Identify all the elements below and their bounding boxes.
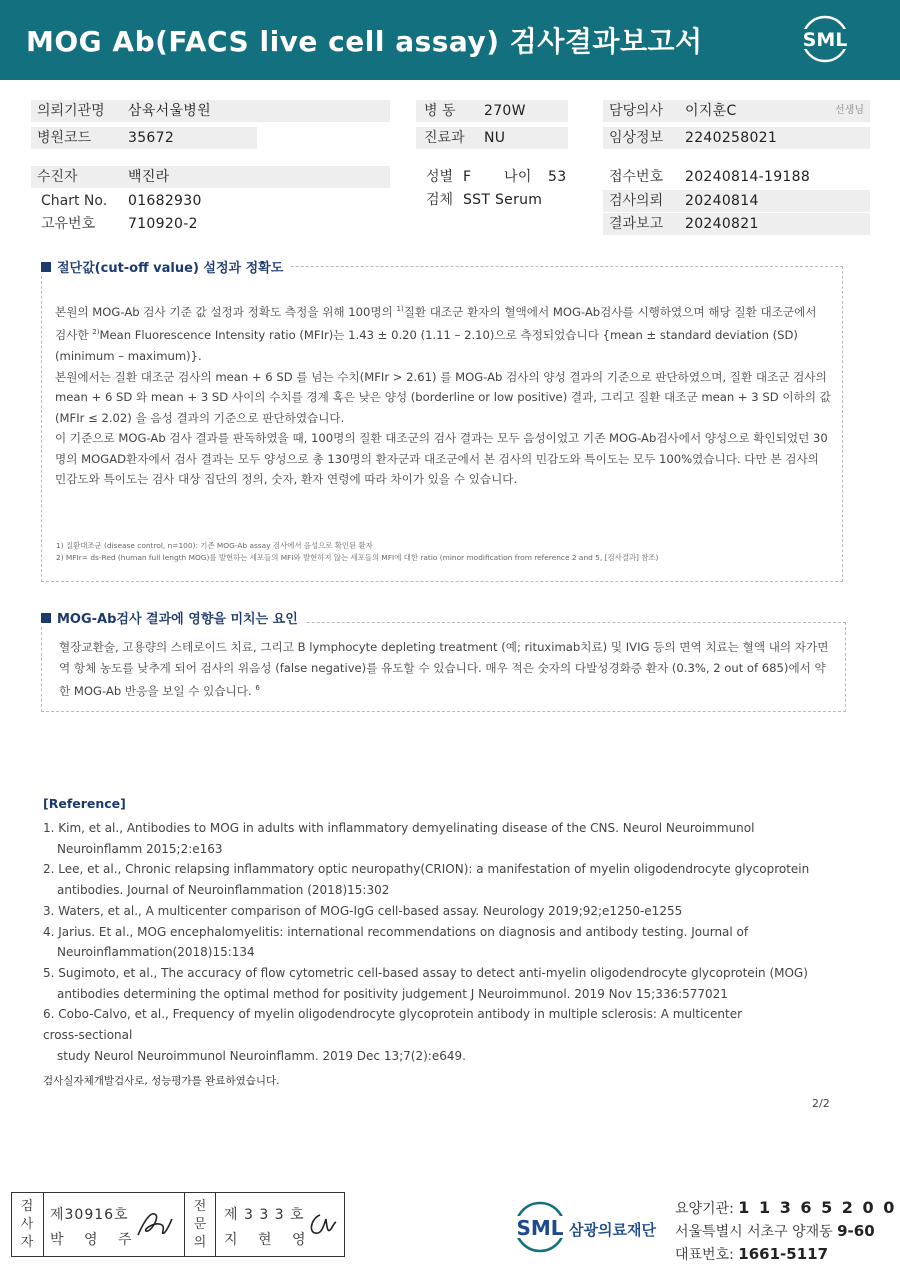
institution-field [31, 100, 390, 122]
age-value: 53 [548, 169, 567, 185]
cutoff-paragraph-3: 이 기준으로 MOG-Ab 검사 결과를 판독하였을 때, 100명의 질환 대조군의 검사 결과는 모두 음성이었고 기존 MOG-Ab검사에서 양성으로 확인되었던 30명의 MOGAD환자에서 검사 결과는 모두 양성으로 총 130명의 환자군과 대조군에서 본 검사의 민감도와 특이도는 모두 100%였습니다. 다만 본 검사의 민감도와 특이도는 검사 대상 집단의 정의, 숫자, 환자 연령에 따라 차이가 있을 수 있습니다. [55, 431, 828, 487]
square-bullet-icon [41, 613, 51, 623]
reference-item: 3. Waters, et al., A multicenter comparison of MOG-IgG cell-based assay. Neurology 2019;92;e1250-e1255 [43, 903, 683, 918]
report-date-label: 결과보고 [609, 216, 664, 232]
patient-value: 백진라 [128, 169, 170, 185]
report-title: MOG Ab(FACS live cell assay) 검사결과보고서 [26, 25, 703, 58]
specimen-label: 검체 [426, 192, 454, 208]
doctor-suffix: 선생님 [835, 105, 864, 116]
specialist-signature-icon [306, 1207, 342, 1241]
receipt-no-field [603, 166, 870, 188]
institution-value: 삼육서울병원 [128, 103, 211, 119]
factors-section-title: MOG-Ab검사 결과에 영향을 미치는 요인 [41, 608, 304, 627]
sex-value: F [463, 169, 472, 185]
cutoff-footnotes [56, 540, 658, 564]
tester-license: 제30916호 [50, 1207, 129, 1223]
chart-no-value: 01682930 [128, 193, 202, 209]
page-number: 2/2 [812, 1097, 830, 1110]
specialist-license: 제 3 3 3 호 [224, 1207, 305, 1223]
factors-section-box [41, 622, 846, 712]
address: 서울특별시 서초구 양재동 9-60 [675, 1222, 875, 1240]
patient-field [31, 166, 390, 188]
specimen-field [420, 189, 590, 211]
footnote-1: 1) 질환대조군 (disease control, n=100): 기존 MOG-Ab assay 검사에서 음성으로 확인된 환자 [56, 541, 373, 550]
reference-item: 4. Jarius. Et al., MOG encephalomyelitis: international recommendations on diagnosis and antibody testing. Journal of Neuroinflammation(2018)15:134 [43, 924, 749, 960]
cutoff-section-body [55, 299, 831, 490]
tester-name: 박 영 주 [50, 1232, 140, 1248]
doctor-value: 이지훈C [685, 103, 737, 119]
unique-no-label: 고유번호 [41, 216, 96, 232]
institution-label: 의뢰기관명 [37, 103, 105, 119]
cutoff-paragraph-1: 본원의 MOG-Ab 검사 기준 값 설정과 정확도 측정을 위해 100명의 $^{1)}$질환 대조군 환자의 혈액에서 MOG-Ab검사를 시행하였으며 해당 질환 대조군에서 검사한 $^{2)}$Mean Fluorescence Intensity ratio (MFIr)는 1.43 ± 0.20 (1.11 – 2.10)으로 측정되었습니다 {mean ± standard deviation (SD) (minimum – maximum)}. [55, 304, 817, 363]
patient-label: 수진자 [37, 169, 78, 185]
ward-label: 병 동 [424, 103, 456, 119]
sml-foundation-logo-icon [511, 1199, 569, 1255]
signature-stamp [11, 1192, 345, 1257]
department-label: 진료과 [424, 130, 465, 146]
clinical-info-field [603, 127, 870, 149]
sex-label: 성별 [426, 169, 454, 185]
footnote-2: 2) MFIr= ds-Red (human full length MOG)를 발현하는 세포들의 MFI와 발현하지 않는 세포들의 MFI에 대한 ratio (minor modification from reference 2 and 5, [검사결과] 참조) [56, 553, 659, 562]
reference-item: 1. Kim, et al., Antibodies to MOG in adults with inflammatory demyelinating disease of the CNS. Neurol Neuroimmunol Neuroinflamm 2015;2:e163 [43, 821, 755, 856]
clinical-info-label: 임상정보 [609, 130, 664, 146]
request-date-field [603, 190, 870, 212]
age-label: 나이 [504, 169, 532, 185]
request-date-value: 20240814 [685, 193, 759, 209]
svg-text:SML: SML [802, 29, 848, 51]
cutoff-section-box [41, 266, 843, 582]
doctor-field [603, 100, 870, 122]
unique-no-field [35, 213, 390, 235]
ward-field [416, 100, 568, 122]
reference-item: 2. Lee, et al., Chronic relapsing inflammatory optic neuropathy(CRION): a manifestation of myelin oligodendrocyte glycoprotein antibodies. Journal of Neuroinflammation (2018)15:302 [43, 862, 810, 898]
reference-title: [Reference] [43, 796, 126, 811]
ward-value: 270W [484, 103, 526, 119]
sml-logo-icon [798, 14, 852, 64]
cutoff-section-title: 절단값(cut-off value) 설정과 정확도 [41, 257, 289, 276]
department-field [416, 127, 568, 149]
svg-text:SML: SML [516, 1216, 564, 1240]
department-value: NU [484, 130, 506, 146]
specimen-value: SST Serum [463, 192, 543, 208]
square-bullet-icon [41, 262, 51, 272]
organization-name: 삼광의료재단 [569, 1221, 656, 1239]
report-date-field [603, 213, 870, 235]
tester-signature-icon [134, 1207, 176, 1241]
report-header [0, 0, 900, 80]
unique-no-value: 710920-2 [128, 216, 198, 232]
request-date-label: 검사의뢰 [609, 193, 664, 209]
specialist-name: 지 현 영 [224, 1232, 314, 1248]
factors-paragraph: 혈장교환술, 고용량의 스테로이드 치료, 그리고 B lymphocyte depleting treatment (예; rituximab치료) 및 IVIG 등의 면역 치료는 혈액 내의 자가면역 항체 농도를 낮추게 되어 검사의 위음성 (false negative)를 유도할 수 있습니다. 매우 적은 숫자의 다발성경화증 환자 (0.3%, 2 out of 685)에서 약한 MOG-Ab 반응을 보일 수 있습니다. $^6$ [59, 640, 829, 699]
institution-code: 요양기관: 1 1 3 6 5 2 0 0 [675, 1198, 897, 1217]
tester-label: 검사자 [20, 1199, 34, 1250]
report-date-value: 20240821 [685, 216, 759, 232]
validation-note: 검사실자체개발검사로, 성능평가를 완료하였습니다. [43, 1075, 280, 1087]
hospital-code-label: 병원코드 [37, 130, 92, 146]
reference-list [43, 818, 843, 1066]
doctor-label: 담당의사 [609, 103, 664, 119]
chart-no-label: Chart No. [41, 193, 108, 209]
hospital-code-field [31, 127, 257, 149]
hospital-code-value: 35672 [128, 130, 175, 146]
clinical-info-value: 2240258021 [685, 130, 778, 146]
cutoff-paragraph-2: 본원에서는 질환 대조군 검사의 mean + 6 SD 를 넘는 수치(MFIr > 2.61) 를 MOG-Ab 검사의 양성 결과의 기준으로 판단하였으며, 질환 대조군 검사의 mean + 6 SD 와 mean + 3 SD 사이의 수치를 경계 혹은 낮은 양성 (borderline or low positive) 결과, 그리고 질환 대조군 mean + 3 SD 이하의 값 (MFIr ≤ 2.02) 을 음성 결과의 기준으로 판단하였습니다. [55, 369, 831, 425]
reference-item: 5. Sugimoto, et al., The accuracy of flow cytometric cell-based assay to detect anti-myelin oligodendrocyte glycoprotein (MOG) antibodies determining the optimal method for positivity judgement J Neuroimmunol. 2019 Nov 15;336:577021 [43, 965, 808, 1001]
phone-number: 대표번호: 1661-5117 [675, 1245, 829, 1263]
reference-item: 6. Cobo-Calvo, et al., Frequency of myelin oligodendrocyte glycoprotein antibody in multiple sclerosis: A multicenter cross-sectional study Neurol Neuroimmunol Neuroinflamm. 2019 Dec 13;7(2):e649. [43, 1007, 743, 1063]
chart-no-field [35, 190, 390, 212]
specialist-label: 전문의 [193, 1199, 207, 1250]
receipt-no-label: 접수번호 [609, 169, 664, 185]
receipt-no-value: 20240814-19188 [685, 169, 811, 185]
sex-age-field [420, 166, 590, 188]
